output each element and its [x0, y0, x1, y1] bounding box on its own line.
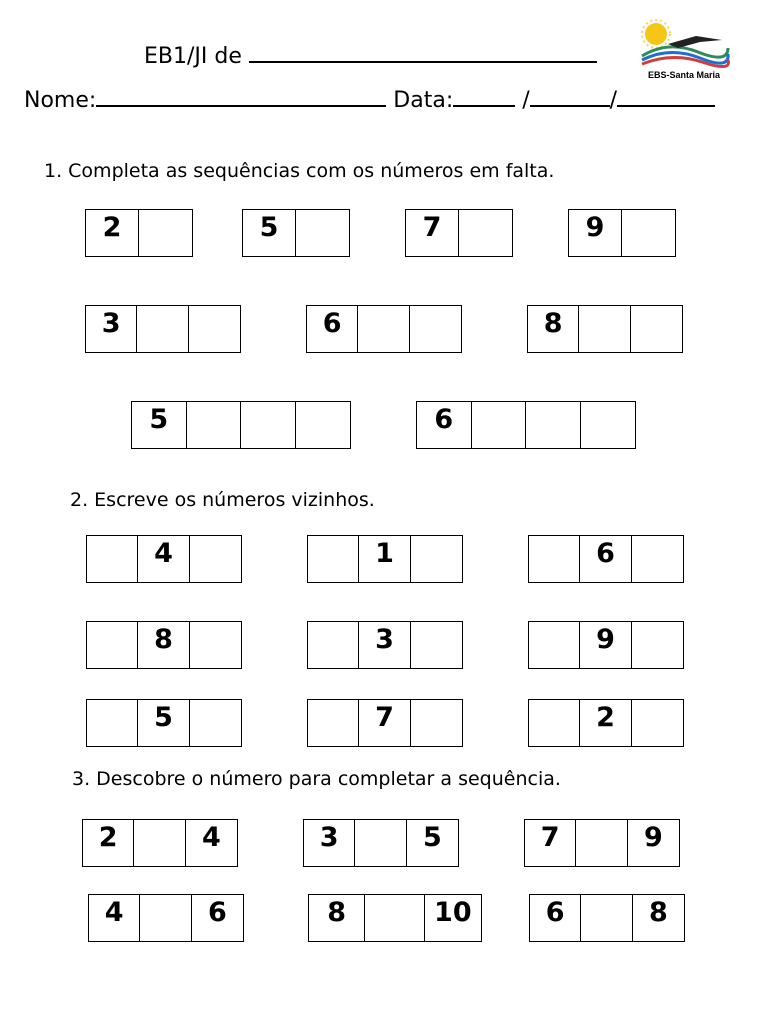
given-number-cell: 2 — [580, 700, 631, 746]
given-number-cell: 5 — [132, 402, 187, 448]
answer-cell[interactable] — [622, 210, 675, 256]
answer-cell[interactable] — [296, 210, 349, 256]
answer-cell[interactable] — [296, 402, 351, 448]
number-sequence-box — [242, 209, 350, 257]
answer-cell[interactable] — [411, 536, 462, 582]
answer-cell[interactable] — [576, 820, 627, 866]
answer-cell[interactable] — [579, 306, 630, 352]
answer-cell[interactable] — [365, 895, 424, 941]
given-number-cell: 3 — [359, 622, 410, 668]
answer-cell[interactable] — [459, 210, 512, 256]
school-name-field[interactable] — [249, 61, 597, 63]
answer-cell[interactable] — [87, 536, 138, 582]
number-sequence-box — [307, 621, 463, 669]
given-number-cell: 6 — [207, 897, 227, 928]
answer-cell[interactable] — [308, 700, 359, 746]
number-sequence-box — [528, 699, 684, 747]
number-sequence-box — [307, 699, 463, 747]
exercise-1-title: 1. Completa as sequências com os números em falta. — [44, 160, 555, 182]
answer-cell[interactable] — [87, 700, 138, 746]
given-number-cell: 2 — [86, 210, 139, 256]
exercise-3-title: 3. Descobre o número para completar a sequência. — [72, 768, 561, 790]
answer-cell[interactable] — [139, 210, 192, 256]
given-number-cell: 7 — [359, 700, 410, 746]
number-sequence-box — [131, 401, 351, 449]
number-sequence-box — [303, 819, 459, 867]
answer-cell[interactable] — [410, 306, 461, 352]
number-sequence-box — [88, 894, 244, 942]
answer-cell[interactable] — [358, 306, 409, 352]
answer-cell[interactable] — [87, 622, 138, 668]
given-number-cell: 3 — [304, 820, 355, 866]
answer-cell[interactable] — [529, 700, 580, 746]
answer-cell[interactable] — [526, 402, 581, 448]
given-number-cell: 8 — [648, 897, 668, 928]
answer-cell[interactable] — [137, 306, 188, 352]
date-day-field[interactable] — [453, 105, 515, 107]
answer-cell[interactable] — [632, 700, 683, 746]
school-label: EB1/JI de — [144, 44, 242, 69]
given-number-cell: 5 — [138, 700, 189, 746]
given-number-cell: 9 — [569, 210, 622, 256]
answer-cell[interactable] — [189, 306, 240, 352]
given-number-cell: 8 — [138, 622, 189, 668]
answer-cell[interactable] — [529, 536, 580, 582]
name-label: Nome: — [24, 88, 97, 113]
given-number-cell: 6 — [307, 306, 358, 352]
number-sequence-box — [86, 699, 242, 747]
answer-cell[interactable] — [308, 622, 359, 668]
answer-cell[interactable] — [411, 700, 462, 746]
date-label: Data: — [393, 88, 454, 113]
number-sequence-box — [86, 535, 242, 583]
number-sequence-box — [527, 305, 683, 353]
exercise-2-title: 2. Escreve os números vizinhos. — [70, 489, 375, 511]
number-sequence-box — [307, 535, 463, 583]
answer-cell[interactable] — [308, 536, 359, 582]
given-number-cell: 7 — [525, 820, 576, 866]
number-sequence-box — [416, 401, 636, 449]
answer-cell[interactable] — [529, 622, 580, 668]
answer-cell[interactable] — [472, 402, 527, 448]
given-number-cell: 8 — [309, 895, 365, 941]
date-separator: / — [522, 88, 530, 113]
given-number-cell: 9 — [580, 622, 631, 668]
school-line — [144, 44, 597, 69]
name-field[interactable] — [96, 105, 386, 107]
logo-emblem-icon — [638, 18, 730, 70]
answer-cell[interactable] — [140, 895, 191, 941]
answer-cell[interactable] — [631, 306, 682, 352]
number-sequence-box — [86, 621, 242, 669]
number-sequence-box — [306, 305, 462, 353]
logo-label: EBS-Santa Maria — [648, 70, 721, 80]
given-number-cell: 5 — [243, 210, 296, 256]
given-number-cell: 6 — [580, 536, 631, 582]
given-number-cell: 5 — [422, 822, 442, 853]
number-sequence-box — [568, 209, 676, 257]
number-sequence-box — [529, 894, 685, 942]
answer-cell[interactable] — [190, 700, 241, 746]
date-separator: / — [609, 88, 618, 113]
given-number-cell: 2 — [83, 820, 134, 866]
given-number-cell: 1 — [359, 536, 410, 582]
answer-cell[interactable] — [581, 402, 636, 448]
given-number-cell: 6 — [417, 402, 472, 448]
school-logo — [638, 18, 730, 84]
given-number-cell: 4 — [138, 536, 189, 582]
given-number-cell: 8 — [528, 306, 579, 352]
number-sequence-box — [85, 305, 241, 353]
answer-cell[interactable] — [355, 820, 406, 866]
answer-cell[interactable] — [632, 536, 683, 582]
given-number-cell: 6 — [530, 895, 581, 941]
given-number-cell: 4 — [89, 895, 140, 941]
number-sequence-box — [524, 819, 680, 867]
answer-cell[interactable] — [411, 622, 462, 668]
answer-cell[interactable] — [241, 402, 296, 448]
answer-cell[interactable] — [134, 820, 185, 866]
name-date-line — [24, 88, 715, 113]
number-sequence-box — [308, 894, 482, 942]
answer-cell[interactable] — [632, 622, 683, 668]
number-sequence-box — [528, 535, 684, 583]
answer-cell[interactable] — [190, 536, 241, 582]
date-year-field[interactable] — [617, 105, 715, 107]
number-sequence-box — [405, 209, 513, 257]
given-number-cell: 4 — [201, 822, 221, 853]
number-sequence-box — [85, 209, 193, 257]
answer-cell[interactable] — [581, 895, 632, 941]
given-number-cell: 9 — [643, 822, 663, 853]
number-sequence-box — [82, 819, 238, 867]
answer-cell[interactable] — [190, 622, 241, 668]
number-sequence-box — [528, 621, 684, 669]
answer-cell[interactable] — [187, 402, 242, 448]
given-number-cell: 10 — [434, 897, 472, 928]
given-number-cell: 7 — [406, 210, 459, 256]
date-month-field[interactable] — [530, 105, 610, 107]
given-number-cell: 3 — [86, 306, 137, 352]
